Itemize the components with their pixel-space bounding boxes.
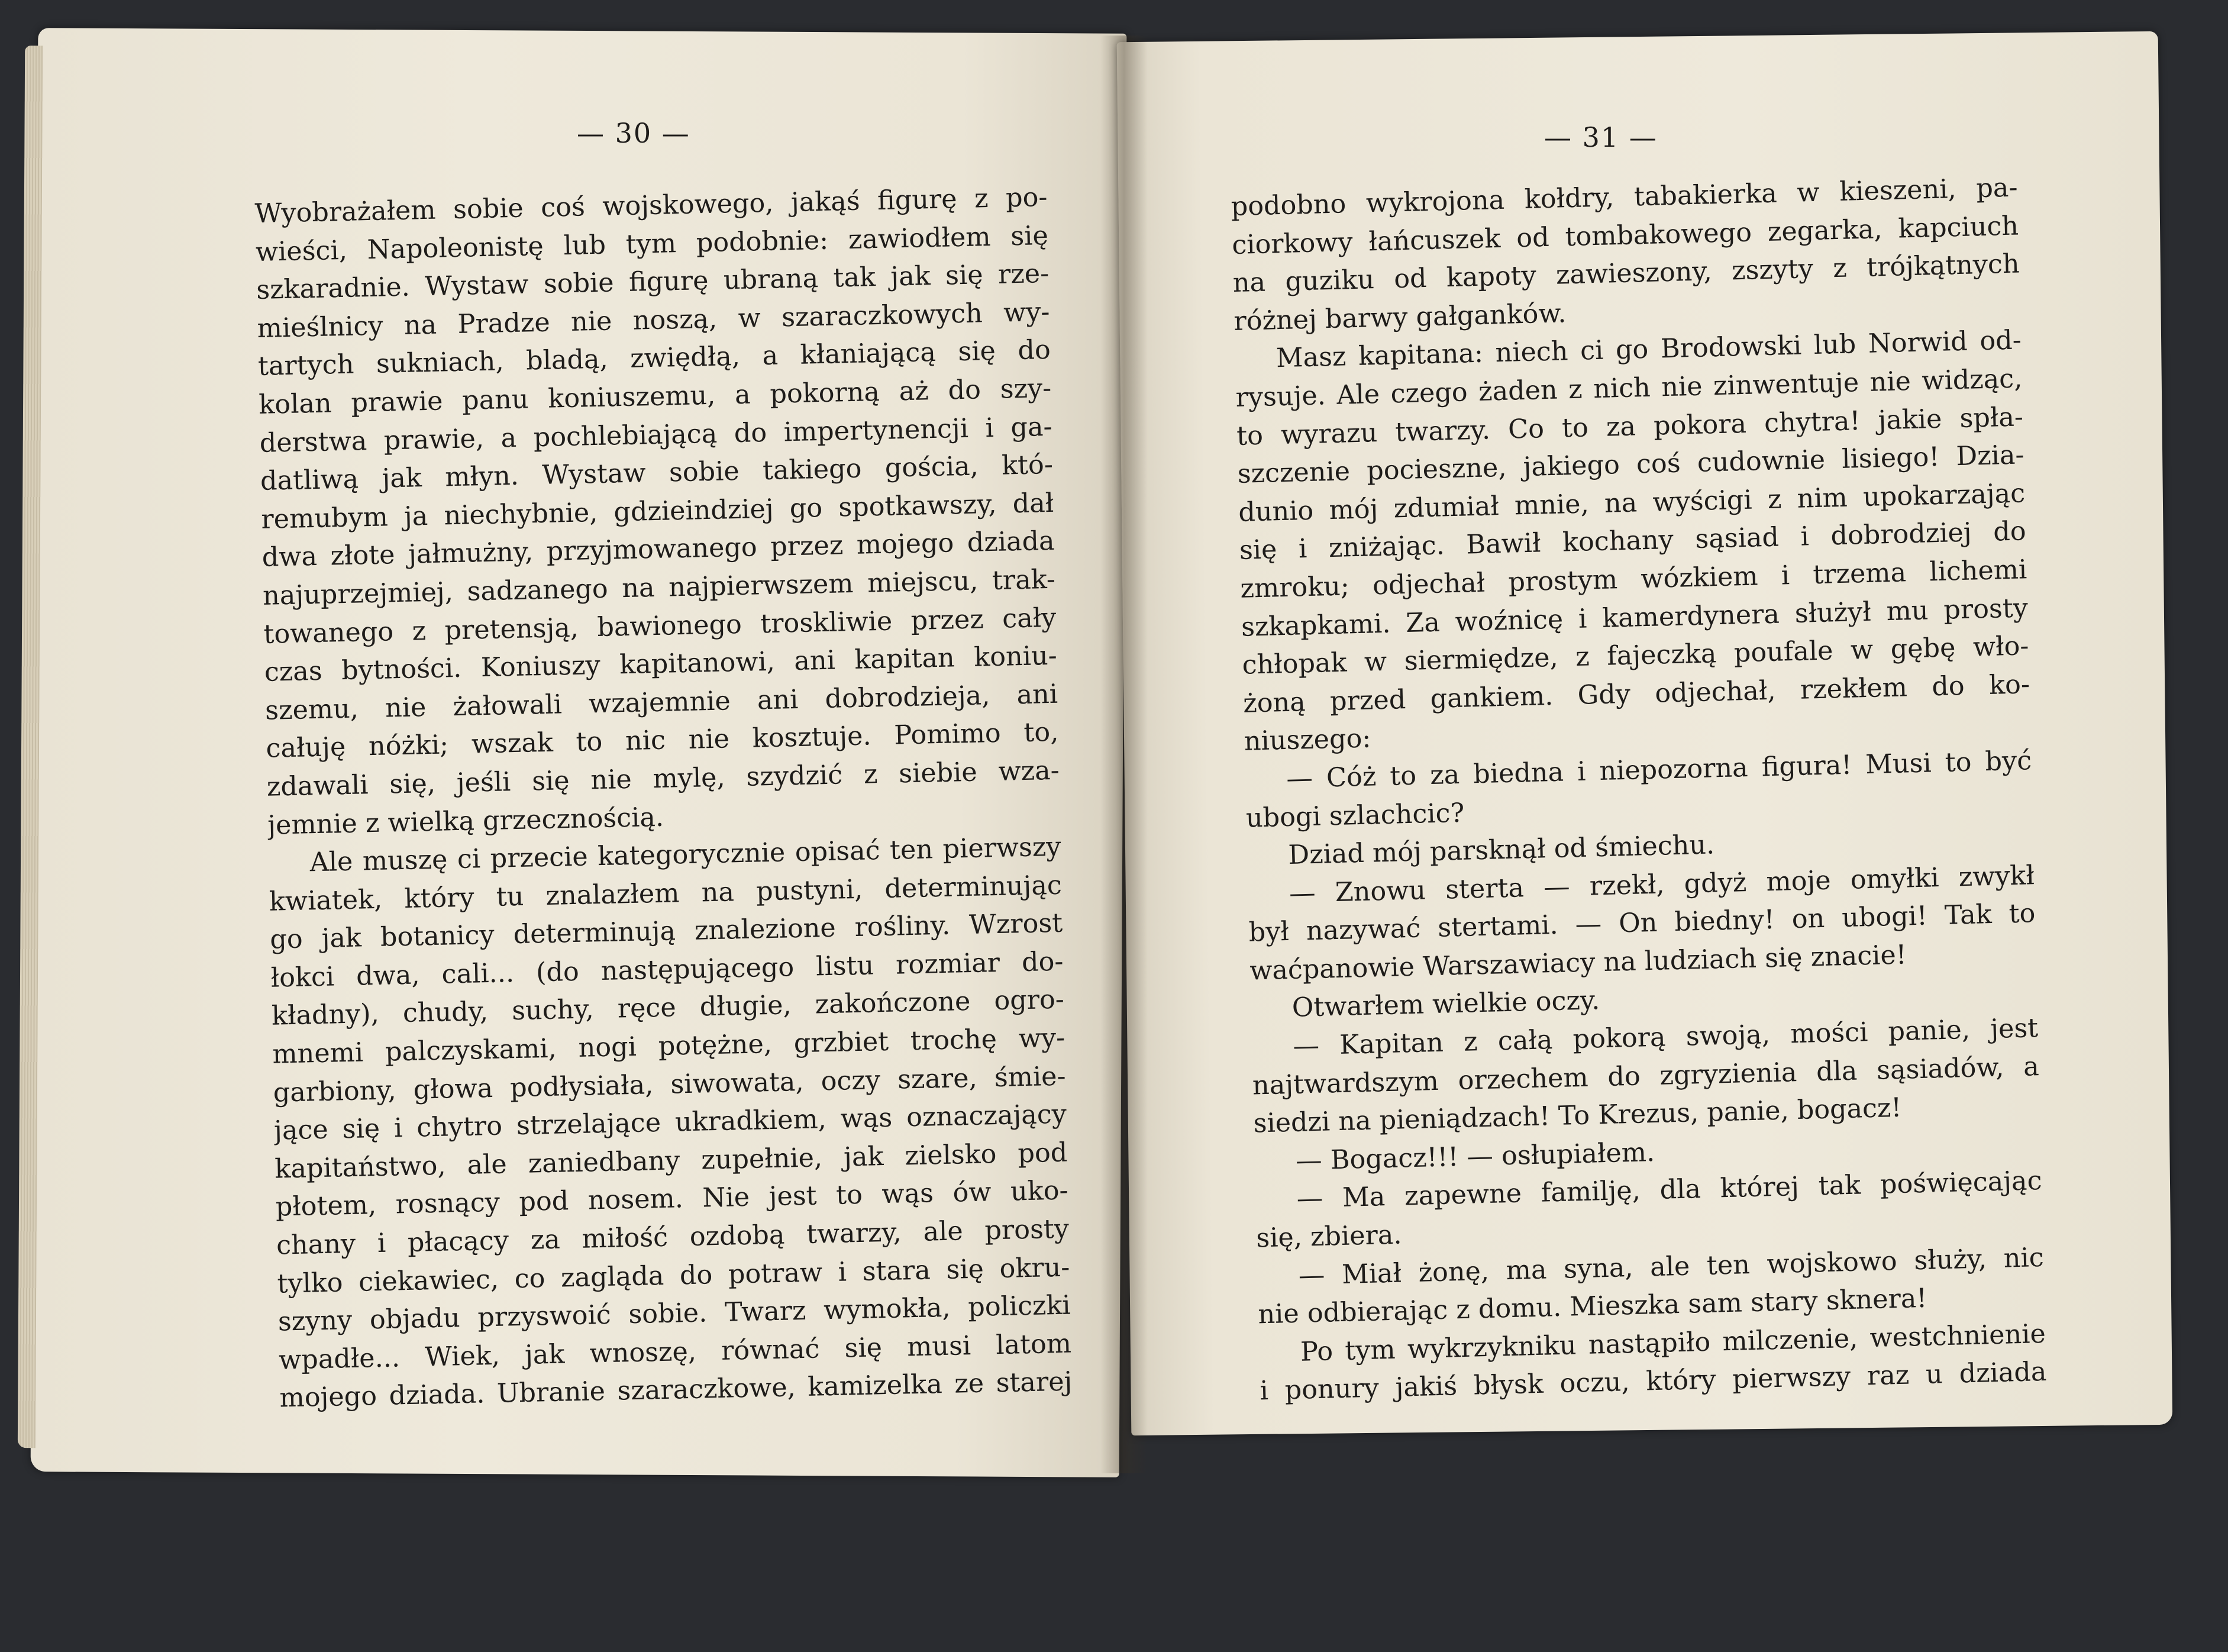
book-gutter [1100, 36, 1148, 1473]
text-line: — Kapitan z całą pokorą swoją, mości panie, jest [1292, 1013, 2039, 1061]
text-line: nie odbierając z domu. Mieszka sam stary sknera! [1257, 1283, 1927, 1330]
text-line: szkaradnie. Wystaw sobie figurę ubraną tak jak się rze- [256, 259, 1050, 306]
text-line: Masz kapitana: niech ci go Brodowski lub Norwid od- [1276, 325, 2022, 374]
text-line: najuprzejmiej, sadzanego na najpierwszem miejscu, trak- [262, 564, 1056, 611]
text-line: się, zbiera. [1255, 1219, 1403, 1254]
text-line: dwa złote jałmużny, przyjmowanego przez mojego dziada [261, 526, 1055, 573]
text-line: mieślnicy na Pradze nie noszą, w szaraczkowych wy- [257, 296, 1050, 344]
text-line: Ale muszę ci przecie kategorycznie opisać ten pierwszy [309, 831, 1061, 878]
text-line: niuszego: [1244, 723, 1371, 757]
text-line: płotem, rosnący pod nosem. Nie jest to wąs ów uko- [275, 1176, 1069, 1223]
text-line: — Znowu sterta — rzekł, gdyż moje omyłki zwykł [1289, 860, 2035, 909]
text-line: garbiony, głowa podłysiała, siwowata, oczy szare, śmie- [273, 1061, 1067, 1108]
text-line: wieści, Napoleonistę lub tym podobnie: zawiodłem się [255, 220, 1049, 267]
text-line: go jak botanicy determinują znalezione rośliny. Wzrost [269, 908, 1063, 955]
text-line: Po tym wykrzykniku nastąpiło milczenie, westchnienie [1300, 1318, 2046, 1367]
text-line: waćpanowie Warszawiacy na ludziach się znacie! [1249, 940, 1907, 986]
text-line: rysuje. Ale czego żaden z nich nie zinwentuje nie widząc, [1235, 363, 2023, 413]
text-line: — Bogacz!!! — osłupiałem. [1295, 1137, 1655, 1176]
text-line: Otwarłem wielkie oczy. [1291, 985, 1600, 1024]
text-line: łokci dwa, cali... (do następującego listu rozmiar do- [270, 946, 1064, 993]
text-line: całuję nóżki; wszak to nic nie kosztuje. Pomimo to, [266, 717, 1059, 764]
text-line: — Cóż to za biedna i niepozorna figura! Musi to być [1286, 746, 2032, 794]
text-line: kwiatek, który tu znalazłem na pustyni, determinując [269, 870, 1063, 917]
text-line: tartych sukniach, bladą, zwiędłą, a kłaniającą się do [257, 335, 1051, 382]
text-line: kładny), chudy, suchy, ręce długie, zakończone ogro- [271, 985, 1065, 1032]
page-number-right: — 31 — [1544, 121, 1658, 153]
text-line: żoną przed gankiem. Gdy odjechał, rzekłem do ko- [1242, 669, 2030, 719]
text-line: derstwa prawie, a pochlebiającą do impertynencji i ga- [259, 411, 1053, 459]
text-line: szemu, nie żałowali wzajemnie ani dobrodzieja, ani [264, 679, 1058, 726]
text-line: był nazywać stertami. — On biedny! on ubogi! Tak to [1248, 898, 2036, 948]
text-line: Wyobrażałem sobie coś wojskowego, jakąś figurę z po- [254, 182, 1048, 229]
text-line: ciorkowy łańcuszek od tombakowego zegarka, kapciuch [1231, 211, 2019, 260]
text-line: mnemi palczyskami, nogi potężne, grzbiet trochę wy- [272, 1022, 1065, 1070]
text-line: remubym ja niechybnie, gdzieindziej go spotkawszy, dał [260, 488, 1054, 535]
text-line: datliwą jak młyn. Wystaw sobie takiego gościa, któ- [260, 449, 1054, 497]
left-page-text [254, 179, 1073, 1418]
text-line: tylko ciekawiec, co zagląda do potraw i stara się okru- [277, 1252, 1070, 1299]
text-line: szkapkami. Za woźnicę i kamerdynera służył mu prosty [1241, 592, 2029, 643]
page-number-left: — 30 — [577, 117, 690, 149]
text-line: wpadłe... Wiek, jak wnoszę, równać się musi latom [278, 1328, 1072, 1376]
text-line: to wyrazu twarzy. Co to za pokora chytra! jakie spła- [1236, 401, 2024, 451]
text-line: podobno wykrojona kołdry, tabakierka w kieszeni, pa- [1231, 172, 2018, 222]
text-line: — Miał żonę, ma syna, ale ten wojskowo służy, nic [1298, 1242, 2045, 1291]
text-line: — Ma zapewne familję, dla której tak poświęcając [1296, 1166, 2043, 1215]
text-line: zdawali się, jeśli się nie mylę, szydzić z siebie wza- [266, 755, 1060, 802]
text-line: towanego z pretensją, bawionego troskliwie przez cały [263, 602, 1057, 650]
text-line: dunio mój zdumiał mnie, na wyścigi z nim upokarzając [1238, 478, 2026, 528]
text-line: czas bytności. Koniuszy kapitanowi, ani kapitan koniu- [264, 640, 1058, 688]
text-line: chany i płacący za miłość ozdobą twarzy, ale prosty [276, 1214, 1070, 1261]
text-line: się i zniżając. Bawił kochany sąsiad i dobrodziej do [1239, 516, 2027, 566]
text-line: na guziku od kapoty zawieszony, zszyty z trójkątnych [1232, 249, 2020, 299]
text-line: siedzi na pieniądzach! To Krezus, panie, bogacz! [1253, 1093, 1902, 1139]
text-line: szyny objadu przyswoić sobie. Twarz wymokła, policzki [277, 1290, 1071, 1337]
text-line: kolan prawie panu koniuszemu, a pokorną aż do szy- [258, 373, 1052, 420]
text-line: szczenie pocieszne, jakiego coś cudownie lisiego! Dzia- [1237, 440, 2025, 490]
text-line: i ponury jakiś błysk oczu, który pierwszy raz u dziada [1260, 1357, 2047, 1406]
right-page-text [1231, 169, 2047, 1411]
text-line: chłopak w siermiędze, z fajeczką poufale w gębę wło- [1242, 631, 2029, 680]
text-line: najtwardszym orzechem do zgryzienia dla sąsiadów, a [1252, 1051, 2040, 1101]
text-line: mojego dziada. Ubranie szaraczkowe, kamizelka ze starej [279, 1366, 1073, 1414]
text-line: różnej barwy gałganków. [1233, 298, 1567, 337]
text-line: jące się i chytro strzelające ukradkiem, wąs oznaczający [273, 1099, 1067, 1146]
text-line: ubogi szlachcic? [1245, 798, 1465, 834]
text-line: zmroku; odjechał prostym wózkiem i trzema lichemi [1239, 554, 2027, 604]
text-line: Dziad mój parsknął od śmiechu. [1287, 830, 1715, 871]
text-line: jemnie z wielką grzecznością. [267, 802, 664, 841]
text-line: kapitaństwo, ale zaniedbany zupełnie, jak zielsko pod [274, 1137, 1068, 1185]
